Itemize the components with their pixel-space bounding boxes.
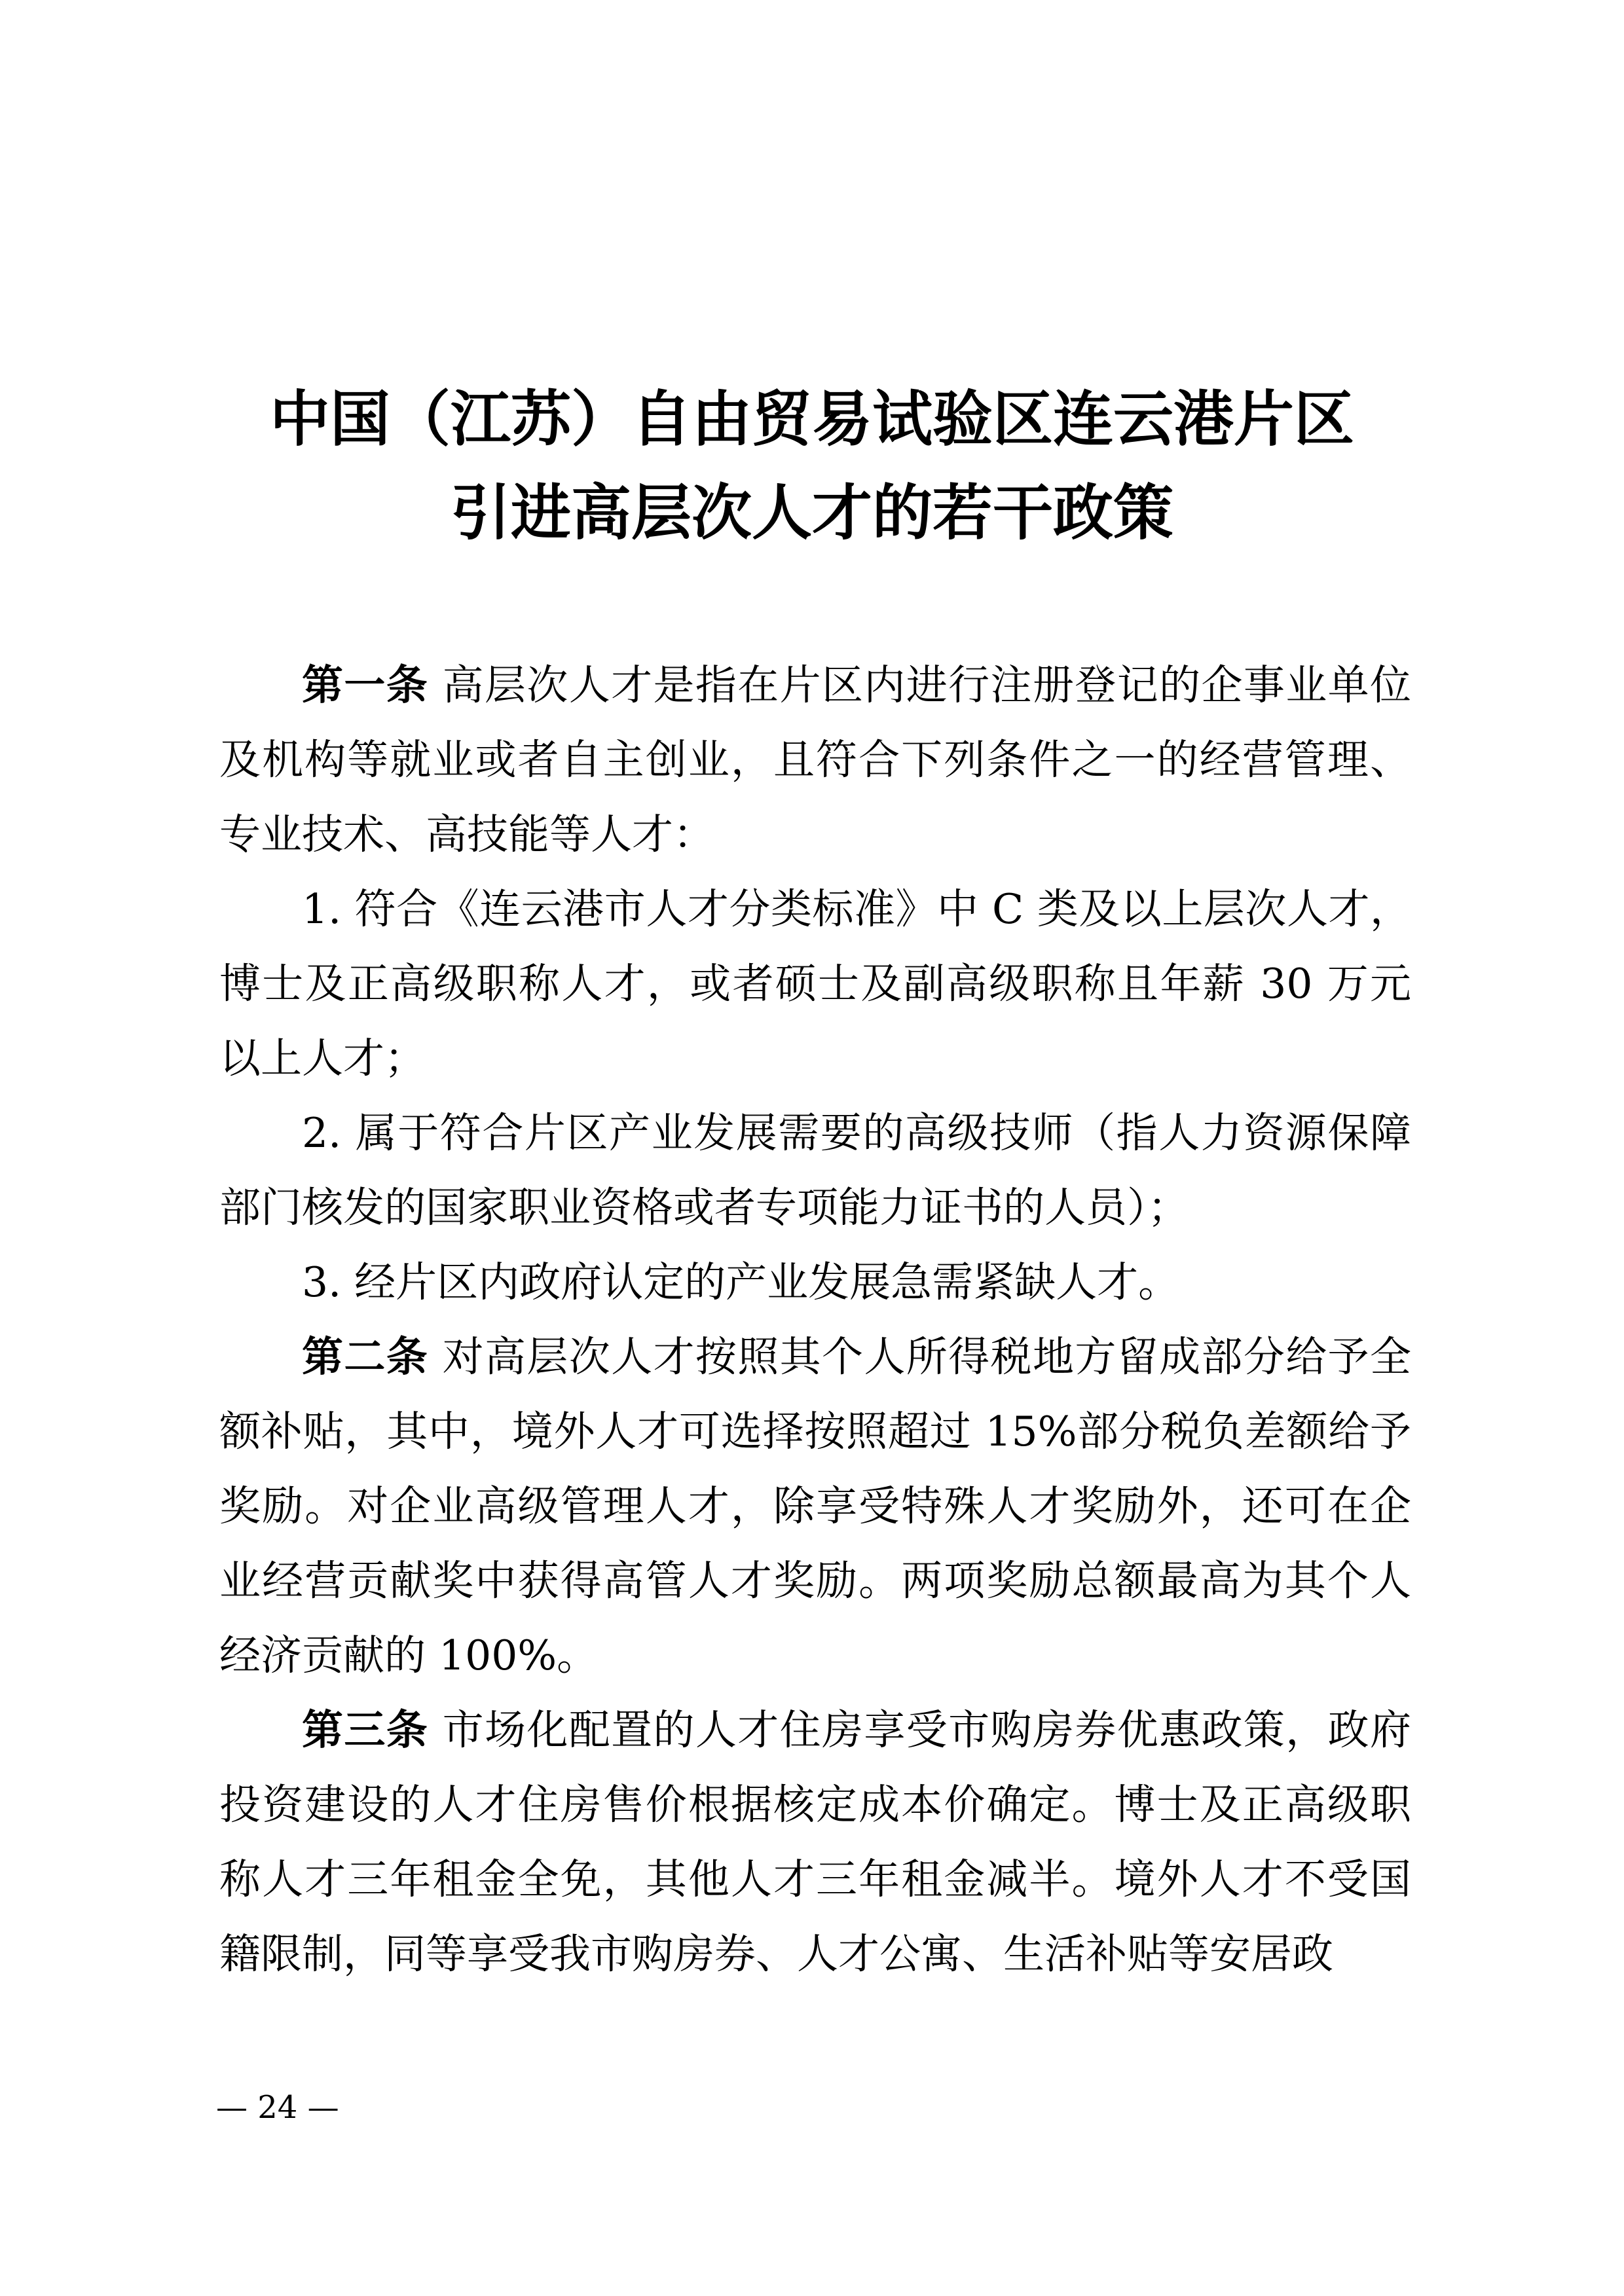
article-3-text: 市场化配置的人才住房享受市购房券优惠政策，政府投资建设的人才住房售价根据核定成本价确定。博士及正高级职称人才三年租金全免，其他人才三年租金减半。境外人才不受国籍限制，同等享受我市购房券、人才公寓、生活补贴等安居政 xyxy=(219,1706,1412,1978)
article-2-text: 对高层次人才按照其个人所得税地方留成部分给予全额补贴，其中，境外人才可选择按照超过 15%部分税负差额给予奖励。对企业高级管理人才，除享受特殊人才奖励外，还可在企业经营贡献奖中获得高管人才奖励。两项奖励总额最高为其个人经济贡献的 100%。 xyxy=(219,1333,1412,1679)
article-3 xyxy=(219,1693,1411,1992)
document-title-line-1: 中国（江苏）自由贸易试验区连云港片区 xyxy=(269,384,1354,454)
page-number: — 24 — xyxy=(216,2089,339,2126)
article-1-heading: 第一条 xyxy=(302,661,429,709)
article-2-heading: 第二条 xyxy=(302,1333,429,1381)
article-1-item-3: 3. 经片区内政府认定的产业发展急需紧缺人才。 xyxy=(302,1258,1180,1306)
article-1-item-1: 1. 符合《连云港市人才分类标准》中 C 类及以上层次人才，博士及正高级职称人才，或者硕士及副高级职称且年薪 30 万元以上人才； xyxy=(219,885,1411,1082)
article-2 xyxy=(219,1320,1411,1693)
article-1-item-2: 2. 属于符合片区产业发展需要的高级技师（指人力资源保障部门核发的国家职业资格或者专项能力证书的人员）； xyxy=(219,1109,1411,1231)
article-1 xyxy=(219,648,1411,872)
document-body xyxy=(219,648,1411,1992)
article-3-heading: 第三条 xyxy=(302,1706,429,1754)
article-1-text: 高层次人才是指在片区内进行注册登记的企事业单位及机构等就业或者自主创业，且符合下列条件之一的经营管理、专业技术、高技能等人才： xyxy=(219,661,1412,858)
document-title-line-2: 引进高层次人才的若干政策 xyxy=(450,478,1173,548)
